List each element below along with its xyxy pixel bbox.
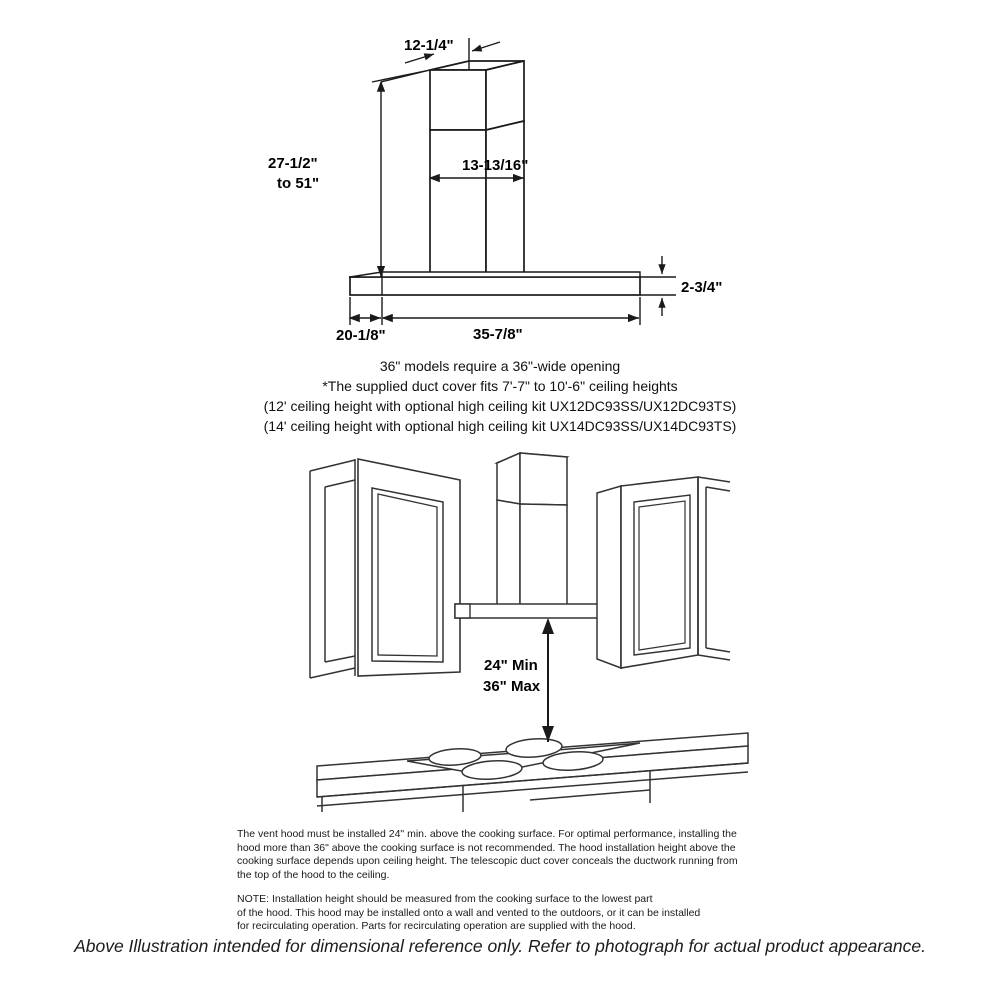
counter-cooktop <box>317 733 748 812</box>
installation-note-line-2: of the hood. This hood may be installed onto a wall and vented to the outdoors, or it can be installed <box>237 906 701 919</box>
spec-line-2: *The supplied duct cover fits 7'-7" to 10'-6" ceiling heights <box>322 377 678 394</box>
dim-label-height-min: 27-1/2" <box>268 155 318 172</box>
dim-label-clearance-max: 36" Max <box>483 678 541 695</box>
spec-line-1: 36" models require a 36"-wide opening <box>379 358 621 374</box>
chimney-duct-cover <box>497 453 567 606</box>
body-note-line-1: The vent hood must be installed 24" min. above the cooking surface. For optimal performance, installing the <box>237 828 737 840</box>
spec-line-4: (14' ceiling height with optional high ceiling kit UX14DC93SS/UX14DC93TS) <box>263 417 737 434</box>
dim-label-duct-depth: 12-1/4" <box>404 37 454 54</box>
body-note-line-3: cooking surface depends upon ceiling height. The telescopic duct cover conceals the ductwork running from <box>237 855 738 868</box>
body-note-line-4: the top of the hood to the ceiling. <box>237 868 390 881</box>
right-cabinet <box>597 477 698 668</box>
body-note-block <box>237 828 777 883</box>
dim-label-hood-depth: 20-1/8" <box>336 327 386 344</box>
dim-label-clearance-min: 24" Min <box>484 657 538 674</box>
spec-line-3: (12' ceiling height with optional high ceiling kit UX12DC93SS/UX12DC93TS) <box>263 397 737 414</box>
body-note-line-2: hood more than 36" above the cooking surface is not recommended. The hood installation height above the <box>237 841 736 854</box>
left-wall-panel <box>310 460 355 678</box>
left-cabinet <box>355 459 460 676</box>
dim-label-hood-width: 35-7/8" <box>473 326 523 343</box>
footer-caption: Above Illustration intended for dimensional reference only. Refer to photograph for actual product appearance. <box>74 936 926 956</box>
dim-label-chimney-width: 13-13/16" <box>462 157 529 174</box>
dim-label-canopy-thickness: 2-3/4" <box>681 279 723 296</box>
right-wall-panel <box>698 477 730 660</box>
installation-note-line-3: for recirculating operation. Parts for recirculating operation are supplied with the hood. <box>237 920 636 933</box>
installation-note-block <box>237 893 777 934</box>
dim-label-height-max: to 51" <box>277 175 320 192</box>
installation-note-line-1: NOTE: Installation height should be measured from the cooking surface to the lowest part <box>237 893 653 905</box>
